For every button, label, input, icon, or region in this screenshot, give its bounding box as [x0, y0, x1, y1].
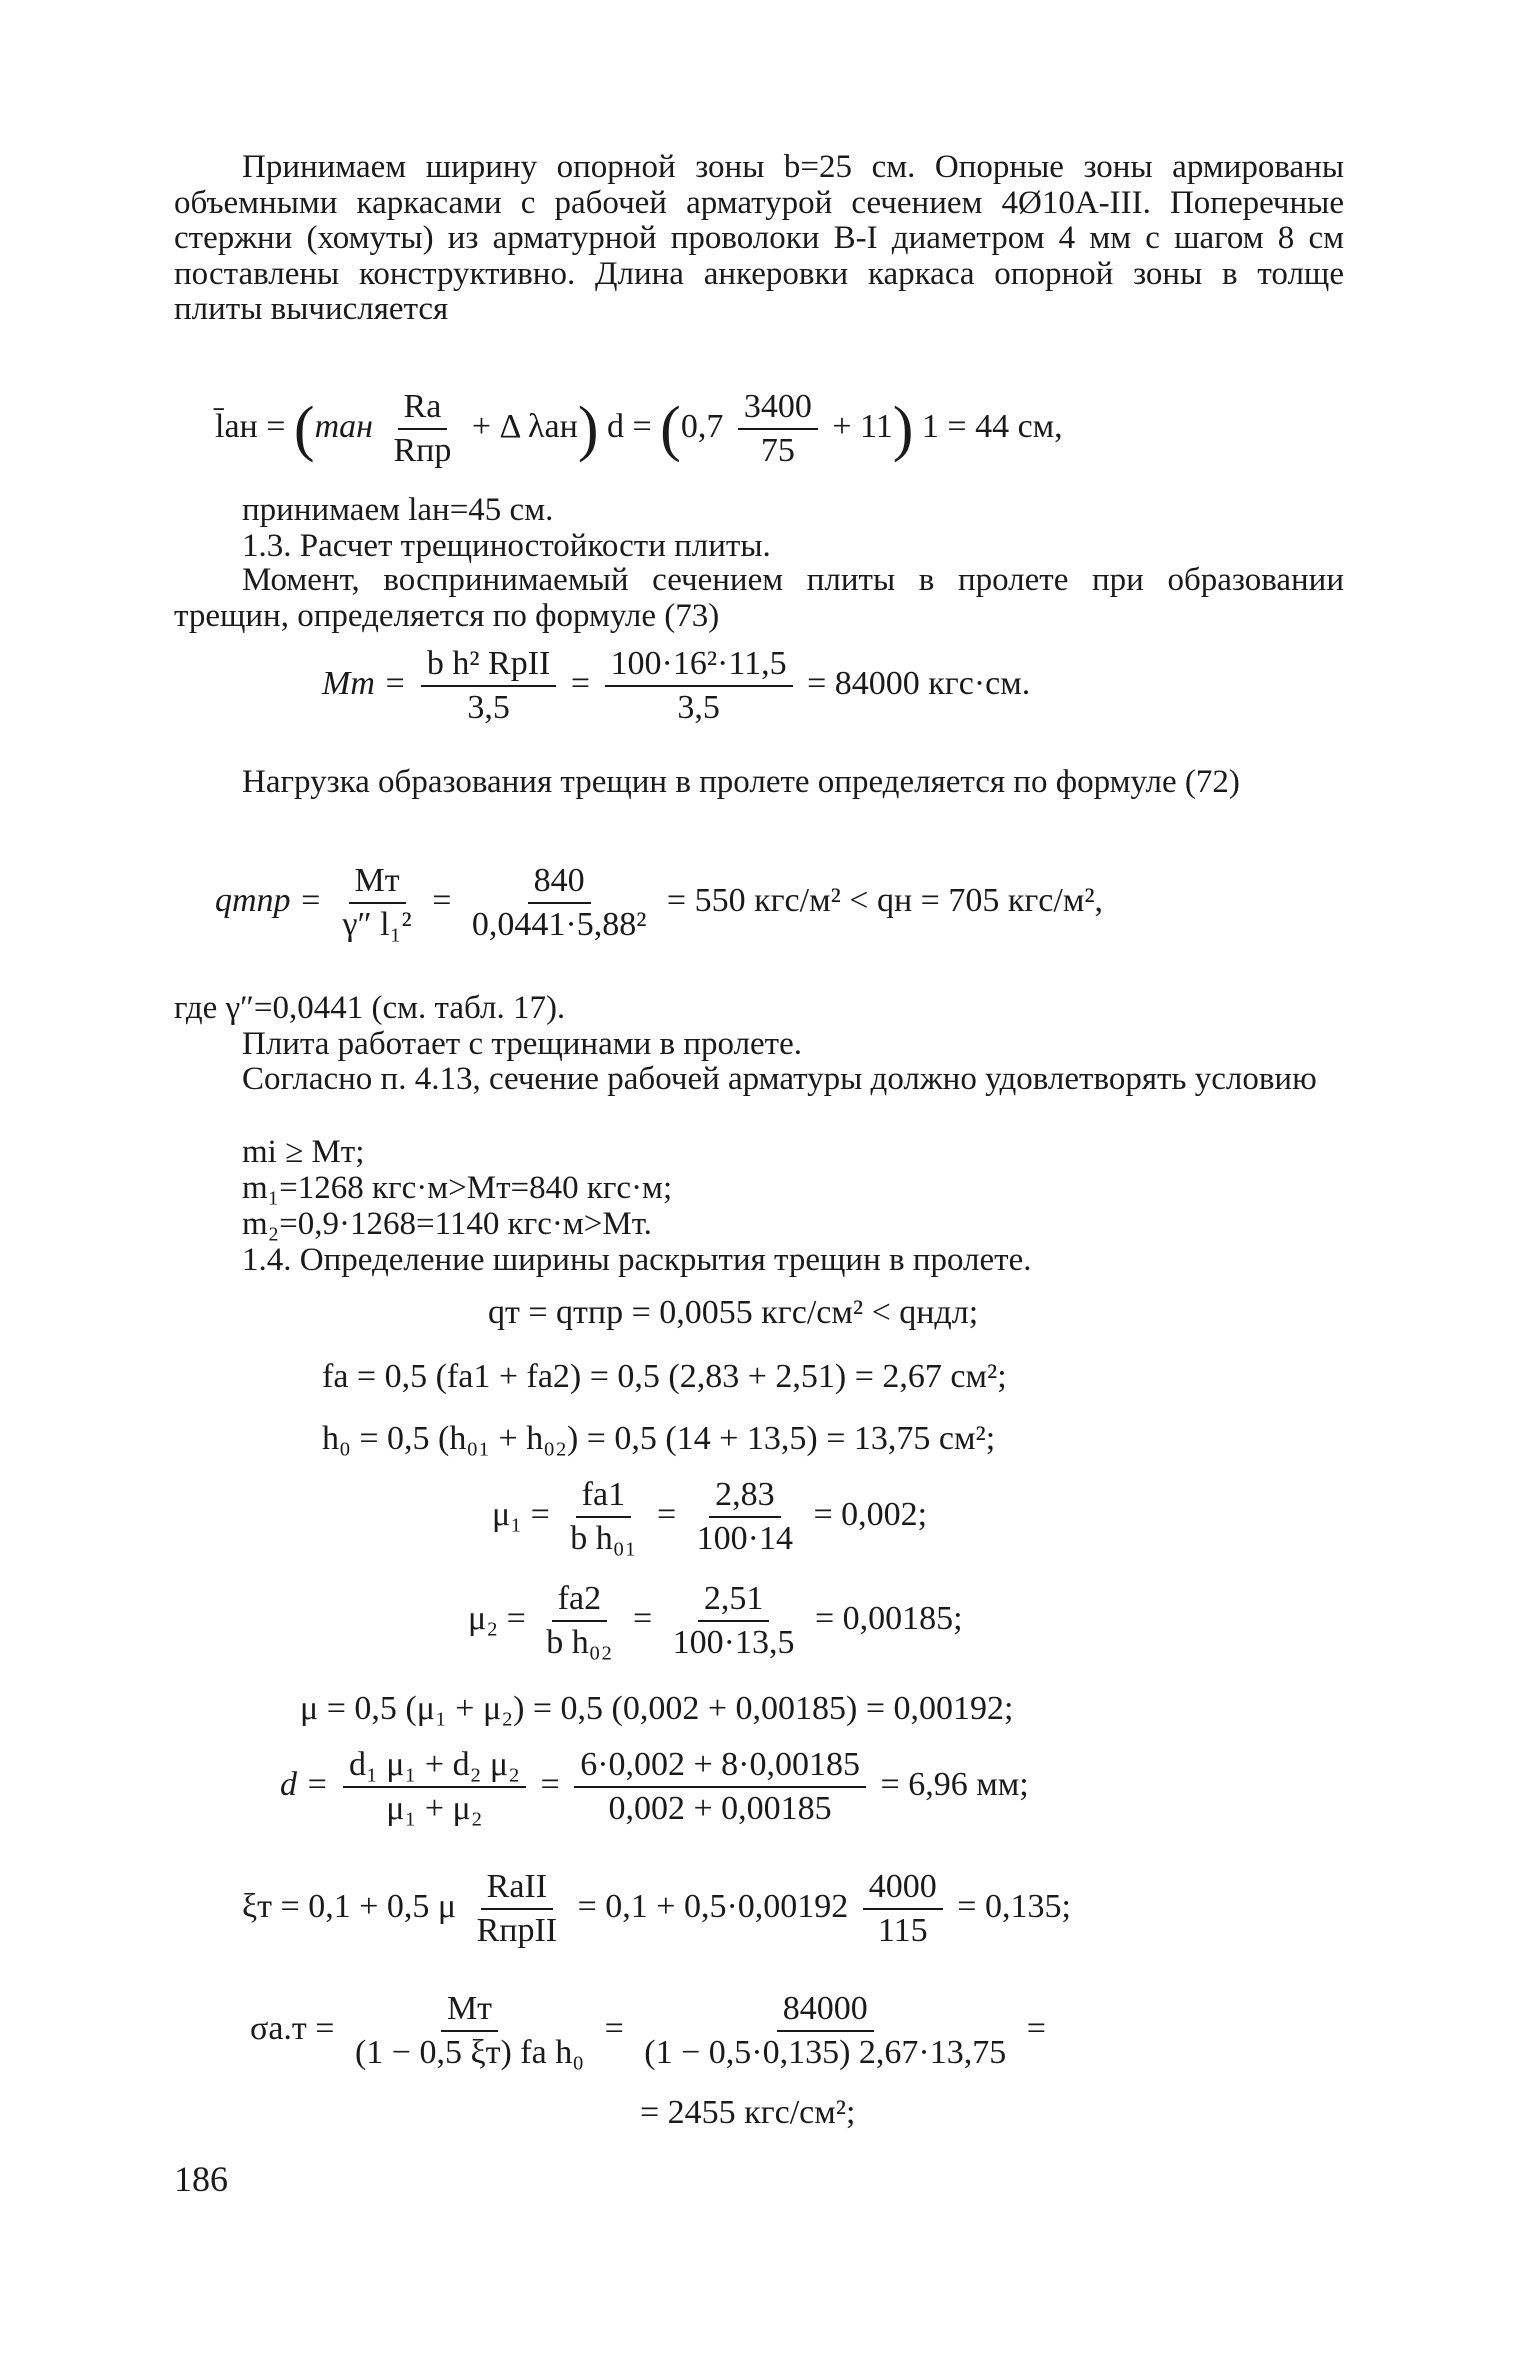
qt-equation: qт = qтпр = 0,0055 кгс/см² < qндл; — [488, 1294, 979, 1331]
sigma-result: = 2455 кгс/см²; — [640, 2094, 856, 2131]
mu2-equation: μ₂ = $\frac{fа2}{\text{b h₀₂}}$ = $\frac{2,51}{100\cdot 13,5}$ = 0,00185; — [468, 1580, 963, 1661]
cracks-statement: Плита работает с трещинами в пролете. — [242, 1026, 803, 1062]
moment-paragraph: Момент, воспринимаемый сечением плиты в пролете при образовании трещин, определяется по формуле (73) — [174, 562, 1344, 634]
anchorage-length-equation: l̄ан = (mан $\frac{Rа}{\text{Rпр}}$ + Δ λан) d = (0,7 $\frac{3400}{75}$ + 11) 1 = 44 см, — [215, 388, 1063, 469]
crack-load-equation: qтпр = $\frac{Mт}{\text{γ″ l₁²}}$ = $\frac{840}{\text{0,0441·5,88²}}$ = 550 кгс/м² < qн = 705 кгс/м², — [215, 862, 1104, 943]
load-paragraph: Нагрузка образования трещин в пролете определяется по формуле (72) — [242, 764, 1240, 800]
fa-equation: fа = 0,5 (fа1 + fа2) = 0,5 (2,83 + 2,51) = 2,67 см²; — [322, 1358, 1007, 1395]
mu1-equation: μ₁ = $\frac{fа1}{\text{b h₀₁}}$ = $\frac{2,83}{100\cdot 14}$ = 0,002; — [492, 1476, 928, 1557]
section-heading-1-3: 1.3. Расчет трещиностойкости плиты. — [242, 528, 771, 564]
intro-paragraph: Принимаем ширину опорной зоны b=25 см. Опорные зоны армированы объемными каркасами с рабочей арматурой сечением 4Ø10А-III. Поперечные стержни (хомуты) из арматурной проволоки В-I диаметром 4 мм с шагом 8 см поставлены конструктивно. Длина анкеровки каркаса опорной зоны в толще плиты вычисляется — [174, 149, 1344, 327]
d-equation: d = $\frac{\text{d₁ μ₁ + d₂ μ₂}}{\text{μ₁ + μ₂}}$ = $\frac{6\cdot 0,002 + 8\cdot 0,00185}{0,002 + 0,00185}$ = 6,96 мм; — [280, 1746, 1029, 1827]
accept-line: принимаем lан=45 см. — [242, 492, 554, 528]
sigma-equation: σа.т = $\frac{Mт}{\text{(1 − 0,5 ξт) fа h₀}}$ = $\frac{84000}{(1 - 0,5\cdot 0,135) 2,67\cdot 13,75}$ = — [250, 1990, 1046, 2071]
condition-2: m₁=1268 кгс·м>Mт=840 кгс·м; — [242, 1170, 673, 1206]
h0-equation: h₀ = 0,5 (h₀₁ + h₀₂) = 0,5 (14 + 13,5) = 13,75 см²; — [322, 1420, 996, 1457]
condition-paragraph: Согласно п. 4.13, сечение рабочей арматуры должно удовлетворять условию — [242, 1061, 1317, 1097]
condition-1: mi ≥ Mт; — [242, 1134, 365, 1170]
moment-equation: Mт = $\frac{\text{b h² RpII}}{3,5}$ = $\frac{\text{100·16²·11,5}}{3,5}$ = 84000 кгс·см. — [322, 645, 1031, 726]
section-heading-1-4: 1.4. Определение ширины раскрытия трещин в пролете. — [242, 1242, 1032, 1278]
condition-3: m₂=0,9·1268=1140 кгс·м>Mт. — [242, 1206, 652, 1242]
where-line: где γ″=0,0441 (см. табл. 17). — [174, 990, 566, 1026]
xi-equation: ξт = 0,1 + 0,5 μ $\frac{\text{RаII}}{\text{RпрII}}$ = 0,1 + 0,5·0,00192 $\frac{4000}{115}$ = 0,135; — [242, 1868, 1071, 1949]
page-number: 186 — [174, 2159, 228, 2199]
mu-equation: μ = 0,5 (μ₁ + μ₂) = 0,5 (0,002 + 0,00185) = 0,00192; — [300, 1690, 1014, 1727]
